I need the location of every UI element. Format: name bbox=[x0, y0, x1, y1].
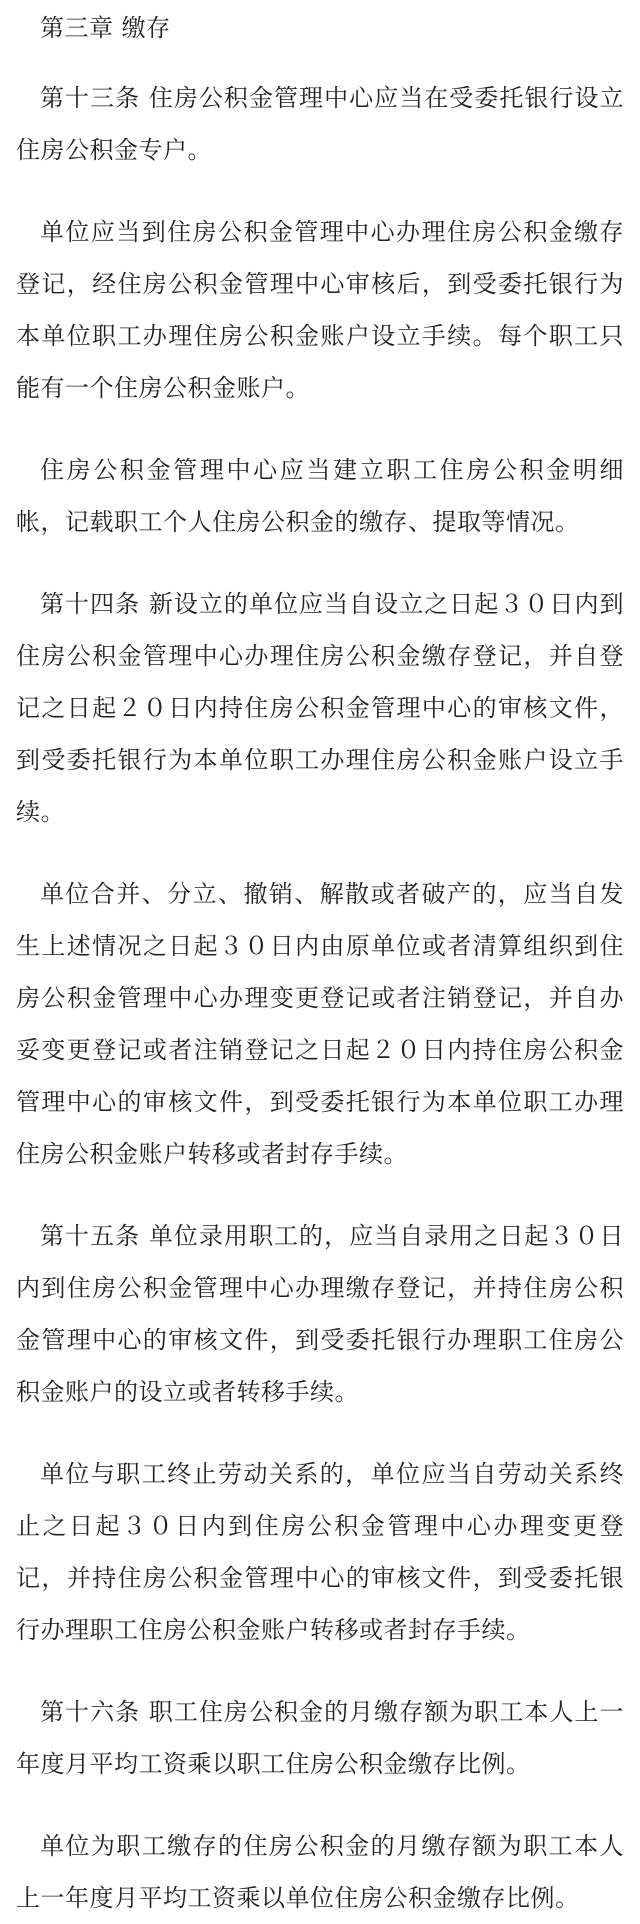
paragraph-unit-contribution: 单位为职工缴存的住房公积金的月缴存额为职工本人上一年度月平均工资乘以单位住房公积金缴存比例。 bbox=[16, 1832, 624, 1912]
paragraph-article-14: 第十四条 新设立的单位应当自设立之日起３０日内到住房公积金管理中心办理住房公积金缴存登记，并自登记之日起２０日内持住房公积金管理中心的审核文件，到受委托银行为本单位职工办理住房公积金账户设立手续。 bbox=[16, 590, 624, 826]
paragraph-ledger: 住房公积金管理中心应当建立职工住房公积金明细帐，记载职工个人住房公积金的缴存、提取等情况。 bbox=[16, 456, 624, 536]
paragraph-termination: 单位与职工终止劳动关系的，单位应当自劳动关系终止之日起３０日内到住房公积金管理中心办理变更登记，并持住房公积金管理中心的审核文件，到受委托银行办理职工住房公积金账户转移或者封存手续。 bbox=[16, 1460, 624, 1644]
paragraph-merger: 单位合并、分立、撤销、解散或者破产的，应当自发生上述情况之日起３０日内由原单位或者清算组织到住房公积金管理中心办理变更登记或者注销登记，并自办妥变更登记或者注销登记之日起２０日内持住房公积金管理中心的审核文件，到受委托银行为本单位职工办理住房公积金账户转移或者封存手续。 bbox=[16, 880, 624, 1168]
paragraph-article-13: 第十三条 住房公积金管理中心应当在受委托银行设立住房公积金专户。 bbox=[16, 84, 624, 164]
paragraph-article-15: 第十五条 单位录用职工的，应当自录用之日起３０日内到住房公积金管理中心办理缴存登记，并持住房公积金管理中心的审核文件，到受委托银行办理职工住房公积金账户的设立或者转移手续。 bbox=[16, 1222, 624, 1406]
paragraph-article-16: 第十六条 职工住房公积金的月缴存额为职工本人上一年度月平均工资乘以职工住房公积金缴存比例。 bbox=[16, 1698, 624, 1778]
chapter-title: 第三章 缴存 bbox=[40, 14, 171, 42]
paragraph-registration: 单位应当到住房公积金管理中心办理住房公积金缴存登记，经住房公积金管理中心审核后，到受委托银行为本单位职工办理住房公积金账户设立手续。每个职工只能有一个住房公积金账户。 bbox=[16, 218, 624, 402]
